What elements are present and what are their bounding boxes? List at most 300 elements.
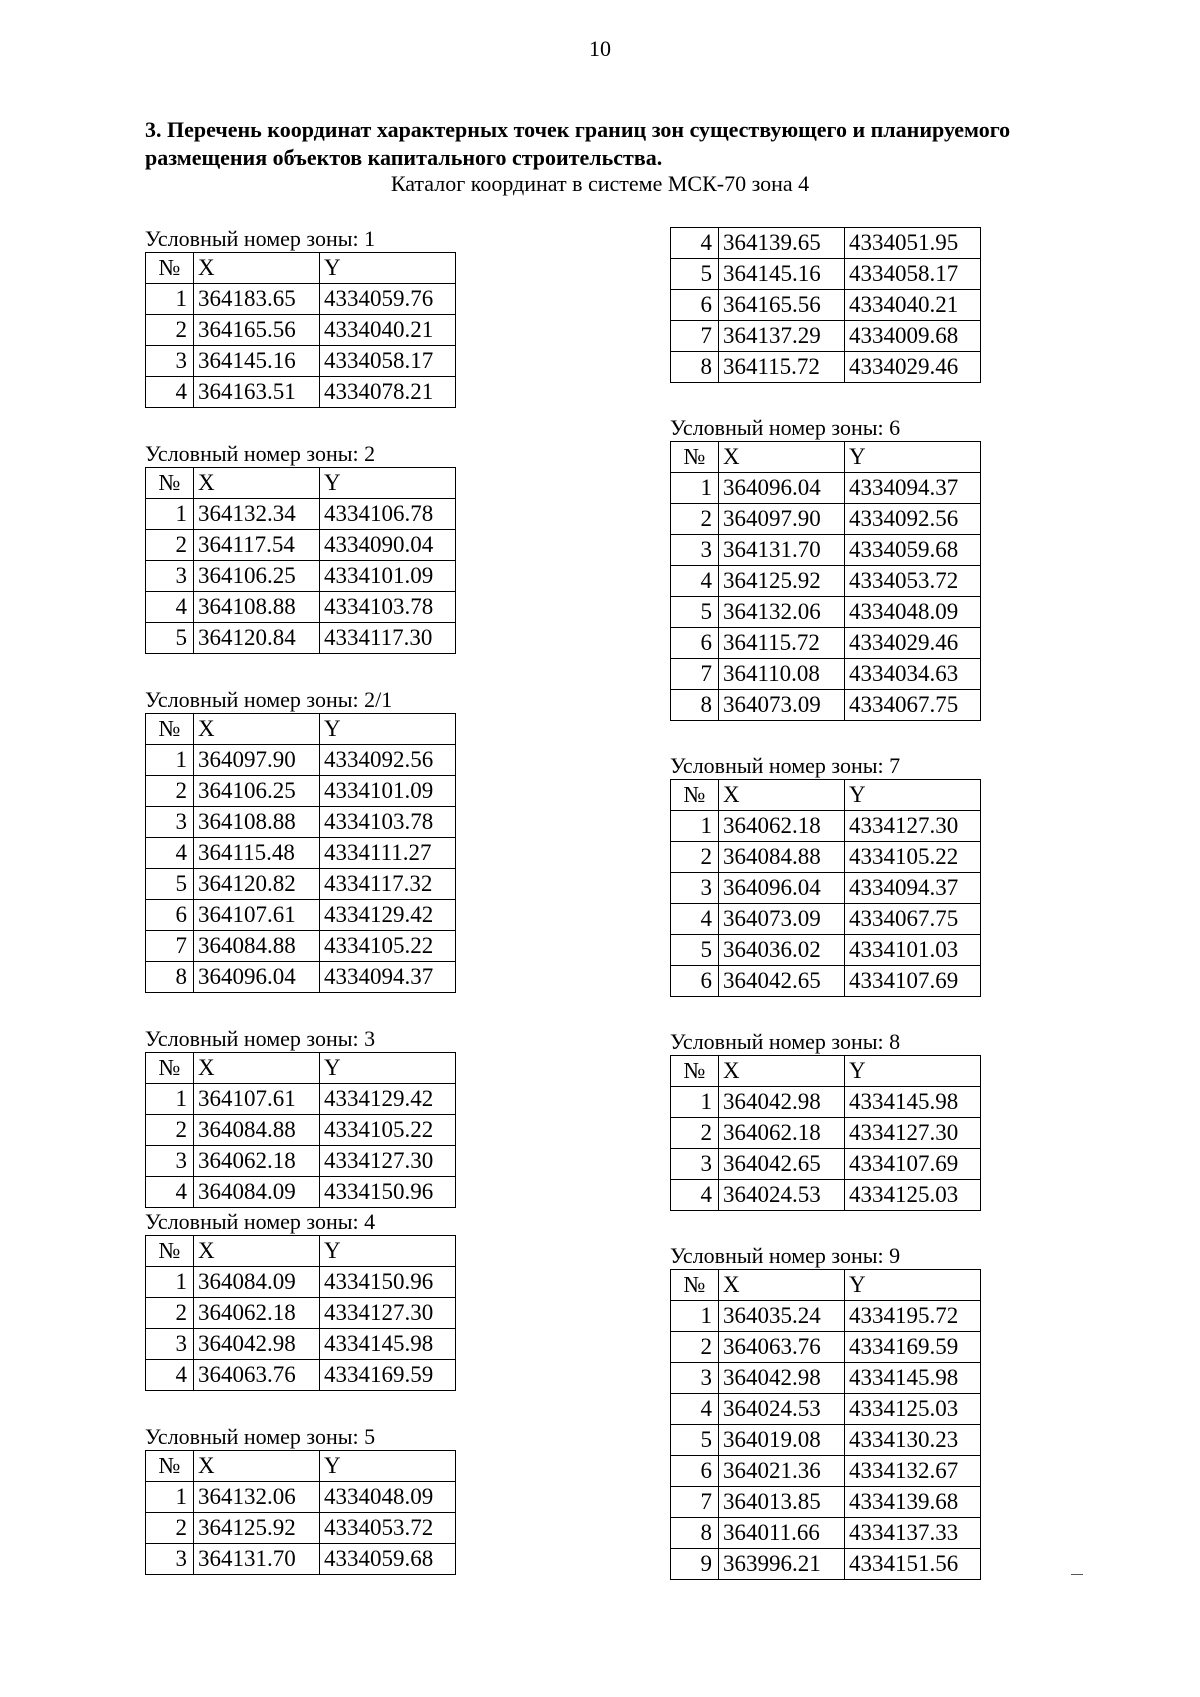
x-coordinate: 364036.02 — [719, 935, 845, 966]
y-coordinate: 4334094.37 — [845, 873, 981, 904]
table-row — [671, 352, 981, 383]
x-coordinate: 364110.08 — [719, 659, 845, 690]
point-number: 3 — [671, 1149, 719, 1180]
coordinates-table — [145, 713, 456, 993]
point-number: 2 — [146, 1513, 194, 1544]
column-header-no: № — [146, 1236, 194, 1267]
y-coordinate: 4334067.75 — [845, 904, 981, 935]
coordinates-table — [670, 779, 981, 997]
x-coordinate: 364108.88 — [194, 807, 320, 838]
table-row — [671, 1332, 981, 1363]
y-coordinate: 4334105.22 — [320, 1115, 456, 1146]
y-coordinate: 4334106.78 — [320, 499, 456, 530]
table-row — [146, 962, 456, 993]
table-header-row — [146, 714, 456, 745]
y-coordinate: 4334029.46 — [845, 628, 981, 659]
table-row — [146, 315, 456, 346]
x-coordinate: 364115.48 — [194, 838, 320, 869]
y-coordinate: 4334094.37 — [845, 473, 981, 504]
table-row — [671, 690, 981, 721]
y-coordinate: 4334103.78 — [320, 592, 456, 623]
x-coordinate: 364125.92 — [194, 1513, 320, 1544]
x-coordinate: 364163.51 — [194, 377, 320, 408]
y-coordinate: 4334009.68 — [845, 321, 981, 352]
zone-label: Условный номер зоны: 9 — [670, 1243, 901, 1268]
point-number: 1 — [671, 811, 719, 842]
y-coordinate: 4334145.98 — [320, 1329, 456, 1360]
point-number: 4 — [146, 592, 194, 623]
x-coordinate: 364106.25 — [194, 776, 320, 807]
point-number: 4 — [146, 1177, 194, 1208]
x-coordinate: 364073.09 — [719, 904, 845, 935]
x-coordinate: 364132.06 — [719, 597, 845, 628]
column-header-no: № — [146, 468, 194, 499]
zone-block — [145, 1209, 465, 1391]
table-row — [671, 259, 981, 290]
y-coordinate: 4334092.56 — [845, 504, 981, 535]
stray-mark — [1071, 1574, 1083, 1575]
point-number: 2 — [671, 1118, 719, 1149]
column-header-x: X — [719, 442, 845, 473]
point-number: 8 — [671, 1518, 719, 1549]
column-header-y: Y — [320, 1053, 456, 1084]
x-coordinate: 364131.70 — [719, 535, 845, 566]
y-coordinate: 4334029.46 — [845, 352, 981, 383]
x-coordinate: 364063.76 — [194, 1360, 320, 1391]
table-row — [146, 1146, 456, 1177]
x-coordinate: 364139.65 — [719, 228, 845, 259]
table-row — [671, 935, 981, 966]
table-row — [146, 900, 456, 931]
point-number: 2 — [146, 776, 194, 807]
y-coordinate: 4334127.30 — [845, 1118, 981, 1149]
x-coordinate: 364145.16 — [719, 259, 845, 290]
y-coordinate: 4334078.21 — [320, 377, 456, 408]
coordinates-table — [145, 1052, 456, 1208]
x-coordinate: 364084.09 — [194, 1267, 320, 1298]
point-number: 5 — [671, 935, 719, 966]
point-number: 1 — [146, 1084, 194, 1115]
point-number: 6 — [671, 1456, 719, 1487]
y-coordinate: 4334059.76 — [320, 284, 456, 315]
y-coordinate: 4334137.33 — [845, 1518, 981, 1549]
zone-label: Условный номер зоны: 8 — [670, 1029, 901, 1054]
y-coordinate: 4334058.17 — [320, 346, 456, 377]
zone-block — [145, 687, 465, 993]
x-coordinate: 364042.65 — [719, 1149, 845, 1180]
point-number: 9 — [671, 1549, 719, 1580]
column-header-y: Y — [845, 780, 981, 811]
point-number: 4 — [671, 228, 719, 259]
table-row — [671, 228, 981, 259]
table-row — [671, 1456, 981, 1487]
y-coordinate: 4334048.09 — [320, 1482, 456, 1513]
x-coordinate: 364183.65 — [194, 284, 320, 315]
coordinates-table — [145, 467, 456, 654]
point-number: 1 — [146, 284, 194, 315]
table-row — [671, 1425, 981, 1456]
point-number: 2 — [146, 530, 194, 561]
x-coordinate: 364120.82 — [194, 869, 320, 900]
point-number: 2 — [146, 1115, 194, 1146]
y-coordinate: 4334101.09 — [320, 776, 456, 807]
table-row — [671, 1363, 981, 1394]
x-coordinate: 364084.88 — [194, 1115, 320, 1146]
point-number: 7 — [671, 321, 719, 352]
column-header-y: Y — [320, 468, 456, 499]
point-number: 4 — [671, 566, 719, 597]
table-header-row — [671, 780, 981, 811]
coordinates-table — [670, 441, 981, 721]
y-coordinate: 4334195.72 — [845, 1301, 981, 1332]
y-coordinate: 4334127.30 — [320, 1298, 456, 1329]
coordinates-table — [145, 1450, 456, 1575]
column-header-x: X — [719, 780, 845, 811]
table-row — [146, 931, 456, 962]
point-number: 7 — [671, 659, 719, 690]
column-header-no: № — [671, 780, 719, 811]
x-coordinate: 364073.09 — [719, 690, 845, 721]
zone-block — [670, 753, 990, 997]
x-coordinate: 364131.70 — [194, 1544, 320, 1575]
point-number: 8 — [671, 352, 719, 383]
table-row — [146, 1267, 456, 1298]
point-number: 5 — [671, 1425, 719, 1456]
x-coordinate: 364042.98 — [194, 1329, 320, 1360]
y-coordinate: 4334127.30 — [845, 811, 981, 842]
x-coordinate: 364042.98 — [719, 1363, 845, 1394]
y-coordinate: 4334040.21 — [845, 290, 981, 321]
x-coordinate: 364165.56 — [194, 315, 320, 346]
y-coordinate: 4334145.98 — [845, 1087, 981, 1118]
point-number: 6 — [671, 966, 719, 997]
x-coordinate: 364115.72 — [719, 628, 845, 659]
column-header-no: № — [671, 442, 719, 473]
x-coordinate: 364107.61 — [194, 900, 320, 931]
x-coordinate: 364115.72 — [719, 352, 845, 383]
y-coordinate: 4334125.03 — [845, 1394, 981, 1425]
table-header-row — [146, 1236, 456, 1267]
table-row — [146, 1298, 456, 1329]
point-number: 8 — [146, 962, 194, 993]
left-column — [145, 226, 465, 1575]
table-row — [146, 346, 456, 377]
x-coordinate: 364132.34 — [194, 499, 320, 530]
point-number: 3 — [671, 1363, 719, 1394]
point-number: 2 — [671, 1332, 719, 1363]
table-row — [146, 1544, 456, 1575]
table-row — [671, 1087, 981, 1118]
point-number: 3 — [146, 561, 194, 592]
x-coordinate: 364024.53 — [719, 1180, 845, 1211]
column-header-no: № — [671, 1270, 719, 1301]
column-header-no: № — [146, 1053, 194, 1084]
point-number: 3 — [146, 1329, 194, 1360]
zone-block — [145, 441, 465, 654]
table-row — [671, 966, 981, 997]
column-header-no: № — [146, 253, 194, 284]
table-header-row — [146, 1053, 456, 1084]
point-number: 3 — [671, 535, 719, 566]
y-coordinate: 4334107.69 — [845, 1149, 981, 1180]
y-coordinate: 4334053.72 — [845, 566, 981, 597]
table-row — [146, 1513, 456, 1544]
column-header-x: X — [194, 714, 320, 745]
column-header-x: X — [719, 1270, 845, 1301]
table-header-row — [146, 253, 456, 284]
point-number: 1 — [146, 745, 194, 776]
x-coordinate: 364013.85 — [719, 1487, 845, 1518]
x-coordinate: 364042.98 — [719, 1087, 845, 1118]
section-heading: 3. Перечень координат характерных точек границ зон существующего и планируемого размещения объектов капитального строительства. — [145, 117, 1011, 170]
x-coordinate: 364165.56 — [719, 290, 845, 321]
point-number: 1 — [671, 473, 719, 504]
y-coordinate: 4334034.63 — [845, 659, 981, 690]
point-number: 1 — [671, 1087, 719, 1118]
point-number: 3 — [671, 873, 719, 904]
table-header-row — [671, 1056, 981, 1087]
column-header-y: Y — [845, 1056, 981, 1087]
page-number: 10 — [589, 36, 611, 61]
x-coordinate: 364096.04 — [719, 873, 845, 904]
x-coordinate: 364035.24 — [719, 1301, 845, 1332]
table-row — [671, 1487, 981, 1518]
zone-block — [145, 1424, 465, 1575]
table-row — [146, 499, 456, 530]
right-column — [670, 227, 990, 1580]
point-number: 6 — [671, 628, 719, 659]
table-header-row — [671, 1270, 981, 1301]
x-coordinate: 364062.18 — [194, 1298, 320, 1329]
point-number: 4 — [671, 1394, 719, 1425]
zone-block — [670, 415, 990, 721]
table-row — [671, 1549, 981, 1580]
point-number: 1 — [146, 1267, 194, 1298]
y-coordinate: 4334150.96 — [320, 1177, 456, 1208]
x-coordinate: 363996.21 — [719, 1549, 845, 1580]
point-number: 5 — [671, 597, 719, 628]
y-coordinate: 4334067.75 — [845, 690, 981, 721]
table-header-row — [146, 1451, 456, 1482]
column-header-no: № — [146, 1451, 194, 1482]
point-number: 2 — [146, 315, 194, 346]
y-coordinate: 4334132.67 — [845, 1456, 981, 1487]
table-row — [671, 1518, 981, 1549]
x-coordinate: 364145.16 — [194, 346, 320, 377]
point-number: 2 — [671, 842, 719, 873]
x-coordinate: 364011.66 — [719, 1518, 845, 1549]
column-header-x: X — [194, 253, 320, 284]
column-header-y: Y — [320, 1451, 456, 1482]
table-row — [671, 659, 981, 690]
y-coordinate: 4334105.22 — [320, 931, 456, 962]
table-row — [671, 1394, 981, 1425]
point-number: 2 — [671, 504, 719, 535]
zone-label: Условный номер зоны: 3 — [145, 1026, 376, 1051]
table-row — [146, 1482, 456, 1513]
column-header-y: Y — [845, 1270, 981, 1301]
coordinates-table — [670, 1055, 981, 1211]
point-number: 5 — [671, 259, 719, 290]
x-coordinate: 364120.84 — [194, 623, 320, 654]
y-coordinate: 4334127.30 — [320, 1146, 456, 1177]
coordinates-table — [145, 252, 456, 408]
table-row — [671, 873, 981, 904]
table-row — [146, 1115, 456, 1146]
y-coordinate: 4334169.59 — [845, 1332, 981, 1363]
y-coordinate: 4334117.30 — [320, 623, 456, 654]
y-coordinate: 4334129.42 — [320, 900, 456, 931]
table-row — [671, 628, 981, 659]
y-coordinate: 4334094.37 — [320, 962, 456, 993]
x-coordinate: 364096.04 — [719, 473, 845, 504]
y-coordinate: 4334101.03 — [845, 935, 981, 966]
x-coordinate: 364132.06 — [194, 1482, 320, 1513]
y-coordinate: 4334117.32 — [320, 869, 456, 900]
x-coordinate: 364117.54 — [194, 530, 320, 561]
catalog-subheading: Каталог координат в системе МСК-70 зона 4 — [390, 171, 810, 196]
table-row — [671, 1149, 981, 1180]
column-header-no: № — [671, 1056, 719, 1087]
table-header-row — [146, 468, 456, 499]
table-row — [671, 321, 981, 352]
coordinates-table — [145, 1235, 456, 1391]
x-coordinate: 364062.18 — [194, 1146, 320, 1177]
point-number: 4 — [671, 904, 719, 935]
table-row — [146, 869, 456, 900]
table-row — [146, 592, 456, 623]
column-header-x: X — [719, 1056, 845, 1087]
y-coordinate: 4334145.98 — [845, 1363, 981, 1394]
column-header-y: Y — [320, 253, 456, 284]
table-row — [671, 290, 981, 321]
point-number: 2 — [146, 1298, 194, 1329]
column-header-y: Y — [320, 1236, 456, 1267]
point-number: 3 — [146, 1146, 194, 1177]
table-row — [146, 1329, 456, 1360]
x-coordinate: 364024.53 — [719, 1394, 845, 1425]
table-row — [146, 1177, 456, 1208]
x-coordinate: 364084.09 — [194, 1177, 320, 1208]
point-number: 3 — [146, 1544, 194, 1575]
column-header-y: Y — [845, 442, 981, 473]
y-coordinate: 4334169.59 — [320, 1360, 456, 1391]
table-row — [671, 504, 981, 535]
zone-label: Условный номер зоны: 6 — [670, 415, 901, 440]
point-number: 1 — [146, 1482, 194, 1513]
column-header-x: X — [194, 1236, 320, 1267]
x-coordinate: 364042.65 — [719, 966, 845, 997]
zone-block — [670, 227, 990, 383]
x-coordinate: 364062.18 — [719, 1118, 845, 1149]
column-header-no: № — [146, 714, 194, 745]
column-header-x: X — [194, 468, 320, 499]
table-row — [146, 561, 456, 592]
y-coordinate: 4334090.04 — [320, 530, 456, 561]
y-coordinate: 4334059.68 — [320, 1544, 456, 1575]
y-coordinate: 4334107.69 — [845, 966, 981, 997]
point-number: 4 — [146, 377, 194, 408]
x-coordinate: 364084.88 — [194, 931, 320, 962]
table-row — [671, 1180, 981, 1211]
x-coordinate: 364063.76 — [719, 1332, 845, 1363]
y-coordinate: 4334040.21 — [320, 315, 456, 346]
table-row — [146, 1084, 456, 1115]
x-coordinate: 364097.90 — [194, 745, 320, 776]
table-row — [671, 535, 981, 566]
x-coordinate: 364084.88 — [719, 842, 845, 873]
x-coordinate: 364019.08 — [719, 1425, 845, 1456]
point-number: 1 — [146, 499, 194, 530]
zone-block — [670, 1243, 990, 1580]
y-coordinate: 4334103.78 — [320, 807, 456, 838]
y-coordinate: 4334125.03 — [845, 1180, 981, 1211]
table-row — [671, 1301, 981, 1332]
y-coordinate: 4334059.68 — [845, 535, 981, 566]
zone-label: Условный номер зоны: 4 — [145, 1209, 376, 1234]
point-number: 7 — [671, 1487, 719, 1518]
table-row — [146, 807, 456, 838]
x-coordinate: 364137.29 — [719, 321, 845, 352]
point-number: 6 — [146, 900, 194, 931]
zone-label: Условный номер зоны: 1 — [145, 226, 376, 251]
point-number: 4 — [671, 1180, 719, 1211]
table-row — [146, 284, 456, 315]
y-coordinate: 4334058.17 — [845, 259, 981, 290]
table-row — [671, 1118, 981, 1149]
x-coordinate: 364108.88 — [194, 592, 320, 623]
table-row — [146, 838, 456, 869]
x-coordinate: 364125.92 — [719, 566, 845, 597]
table-row — [146, 377, 456, 408]
zone-label: Условный номер зоны: 2/1 — [145, 687, 393, 712]
y-coordinate: 4334051.95 — [845, 228, 981, 259]
table-row — [671, 597, 981, 628]
y-coordinate: 4334092.56 — [320, 745, 456, 776]
table-row — [671, 566, 981, 597]
coordinates-table — [670, 227, 981, 383]
point-number: 3 — [146, 807, 194, 838]
zone-block — [145, 226, 465, 408]
table-row — [146, 776, 456, 807]
x-coordinate: 364097.90 — [719, 504, 845, 535]
table-row — [671, 473, 981, 504]
zone-label: Условный номер зоны: 7 — [670, 753, 901, 778]
x-coordinate: 364062.18 — [719, 811, 845, 842]
column-header-x: X — [194, 1451, 320, 1482]
y-coordinate: 4334048.09 — [845, 597, 981, 628]
y-coordinate: 4334105.22 — [845, 842, 981, 873]
y-coordinate: 4334150.96 — [320, 1267, 456, 1298]
table-header-row — [671, 442, 981, 473]
y-coordinate: 4334053.72 — [320, 1513, 456, 1544]
table-row — [146, 745, 456, 776]
x-coordinate: 364106.25 — [194, 561, 320, 592]
y-coordinate: 4334111.27 — [320, 838, 456, 869]
table-row — [671, 811, 981, 842]
zone-block — [145, 1026, 465, 1208]
zone-block — [670, 1029, 990, 1211]
table-row — [146, 623, 456, 654]
point-number: 4 — [146, 1360, 194, 1391]
point-number: 8 — [671, 690, 719, 721]
point-number: 5 — [146, 623, 194, 654]
point-number: 7 — [146, 931, 194, 962]
y-coordinate: 4334151.56 — [845, 1549, 981, 1580]
point-number: 3 — [146, 346, 194, 377]
y-coordinate: 4334130.23 — [845, 1425, 981, 1456]
x-coordinate: 364096.04 — [194, 962, 320, 993]
